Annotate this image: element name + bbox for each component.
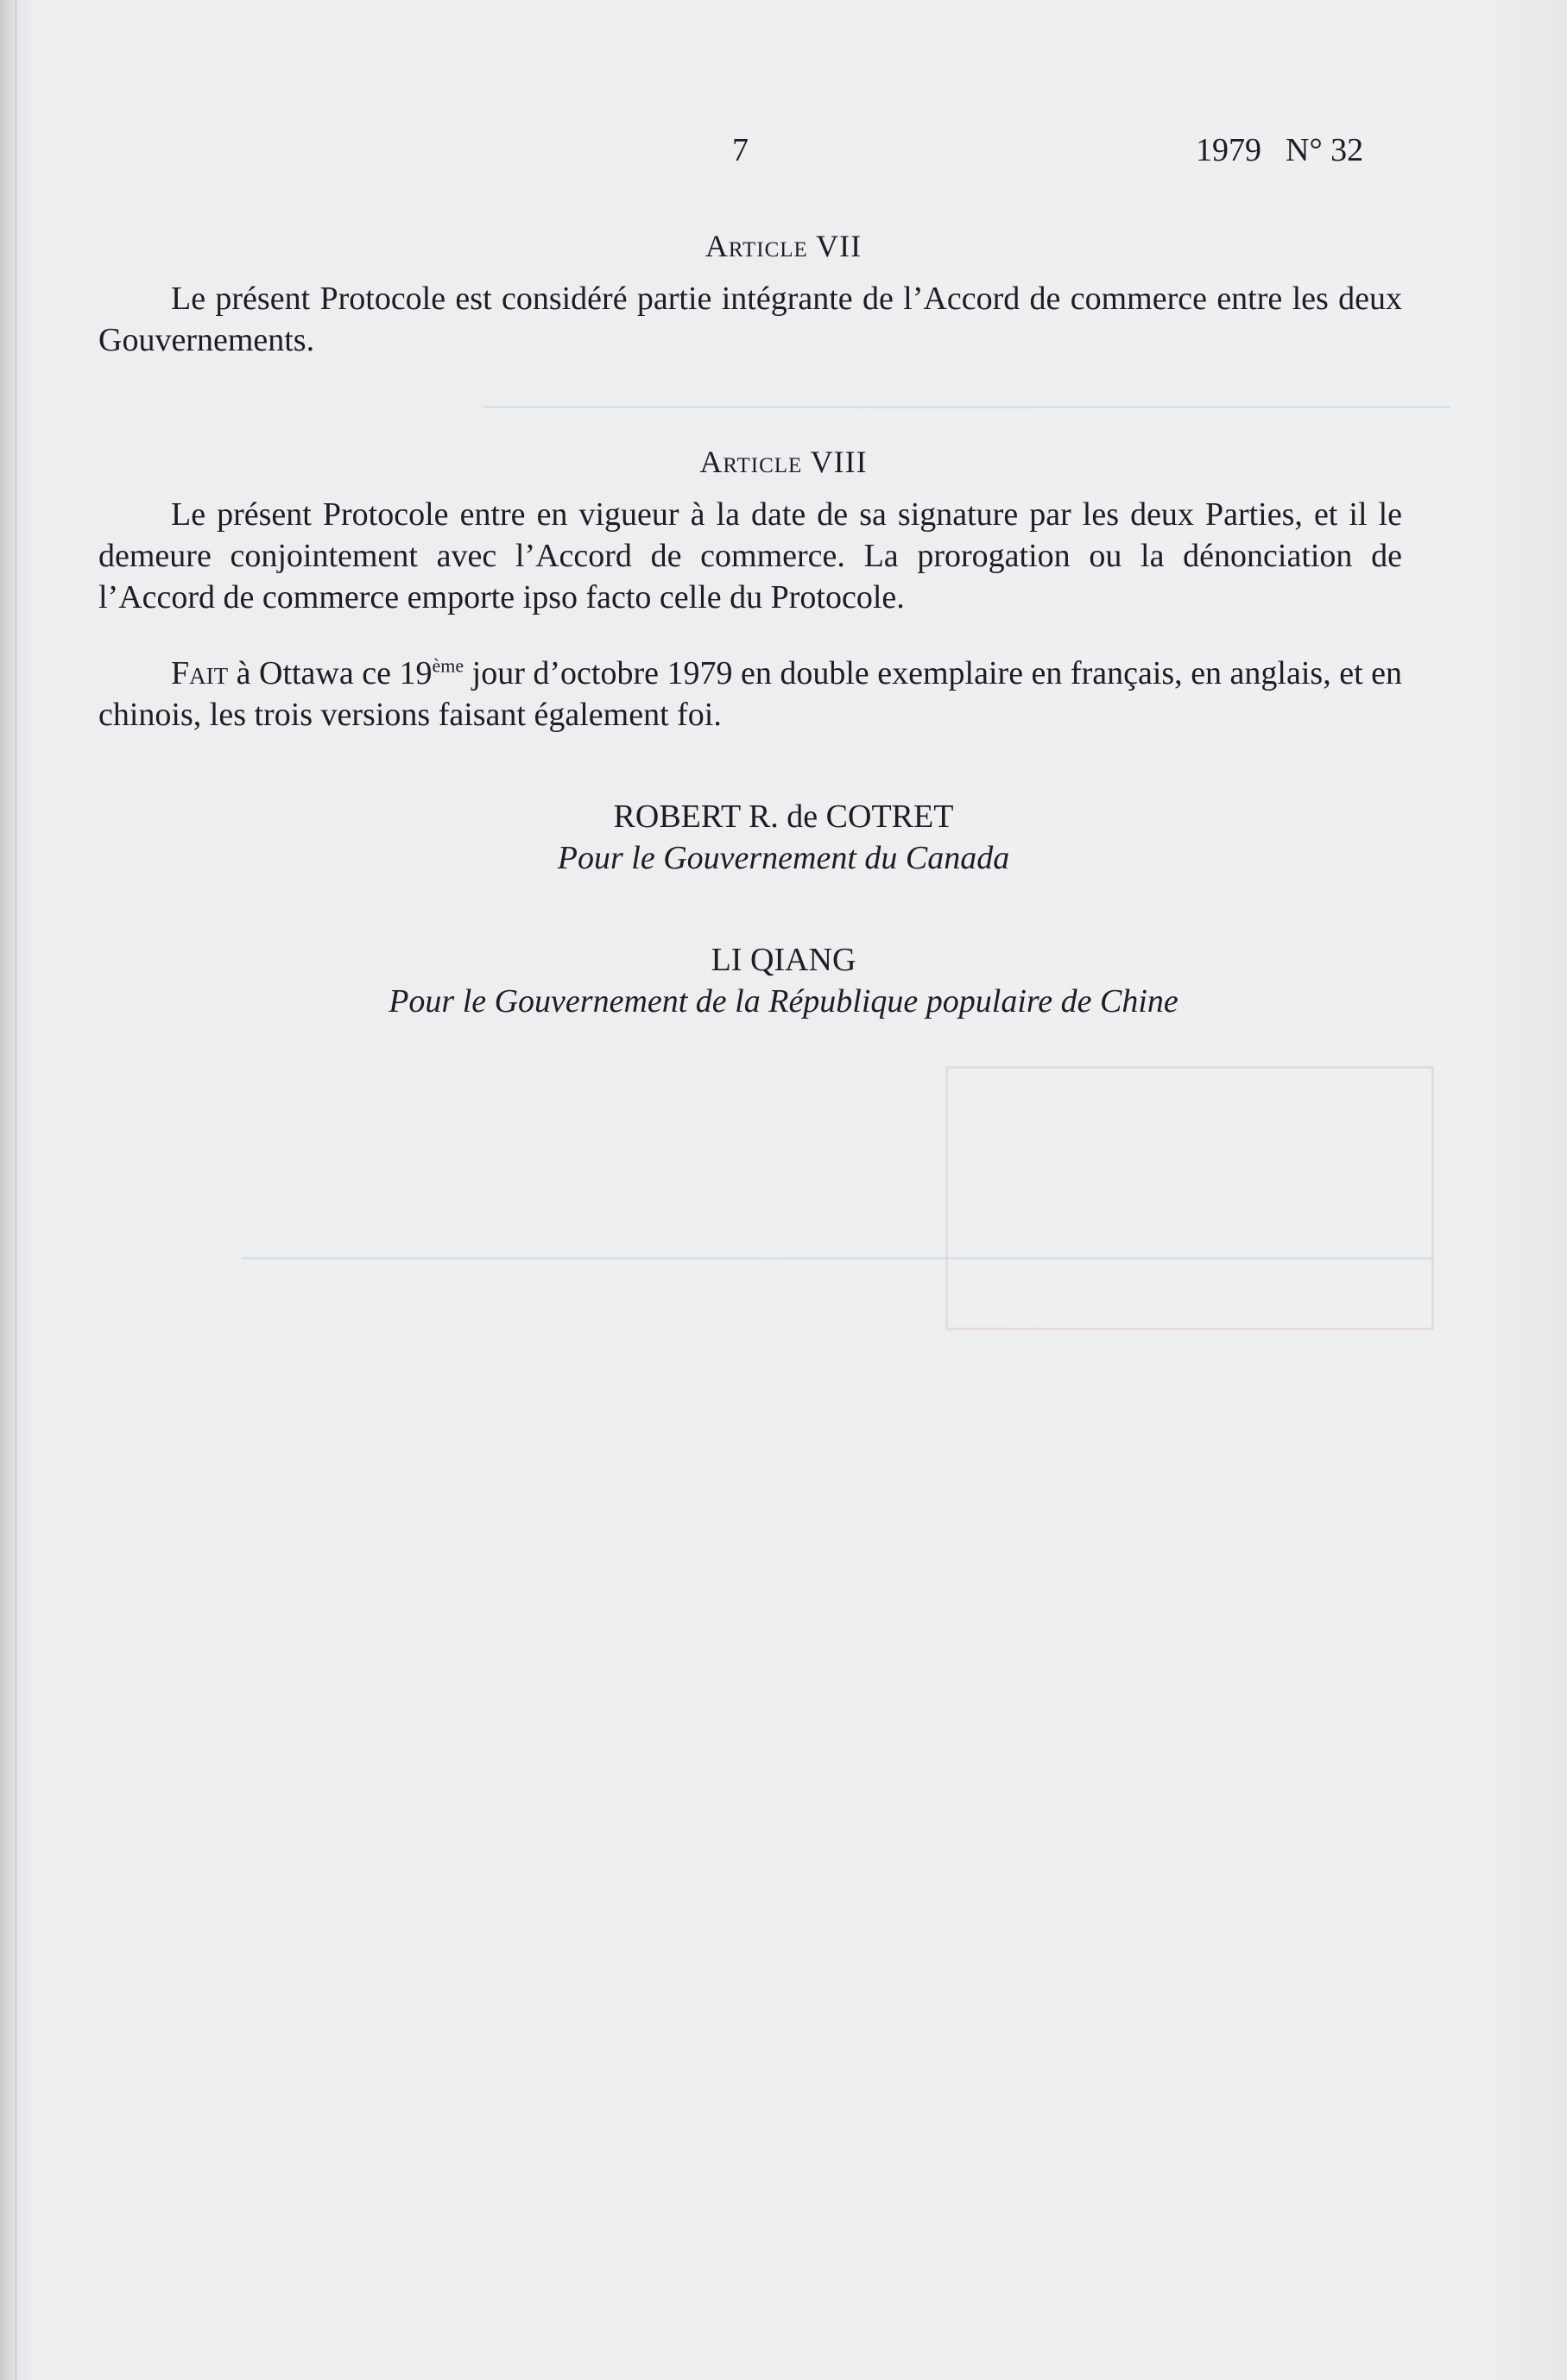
signatory-canada-role: Pour le Gouvernement du Canada xyxy=(557,840,1010,876)
signatory-canada-name: ROBERT R. de COTRET xyxy=(613,799,954,835)
execution-lead: Fait xyxy=(171,655,229,691)
article-8-body: Le présent Protocole entre en vigueur à la date de sa signature par les deux Parties, et il le demeure conjointement avec l’Accord de commerce. La prorogation ou la dénonciation de l’Accord de commerce emporte ipso facto celle du Protocole. xyxy=(98,496,1402,616)
page-number: 7 xyxy=(732,132,749,168)
article-7-text xyxy=(98,278,1402,361)
show-through-rule xyxy=(242,1257,1433,1259)
execution-text-1: à Ottawa ce 19 xyxy=(228,655,433,691)
article-8-heading: Article VIII xyxy=(699,445,868,479)
series-year: 1979 xyxy=(1196,132,1261,168)
treaty-series-reference xyxy=(1196,131,1363,169)
execution-text-2: jour d’octobre 1979 en double exemplaire en français, en anglais, et en chinois, les trois versions faisant également foi. xyxy=(98,655,1402,733)
binding-edge xyxy=(0,0,16,2380)
article-7-heading: Article VII xyxy=(705,229,862,263)
execution-ordinal: ème xyxy=(432,654,464,677)
signatory-china-role: Pour le Gouvernement de la République populaire de Chine xyxy=(389,983,1178,1020)
article-7-body: Le présent Protocole est considéré partie intégrante de l’Accord de commerce entre les deux Gouvernements. xyxy=(98,281,1402,358)
show-through-stamp xyxy=(945,1066,1434,1330)
execution-clause xyxy=(98,653,1402,735)
signatory-china-name: LI QIANG xyxy=(711,942,856,978)
series-number: N° 32 xyxy=(1286,132,1364,168)
article-8-text xyxy=(98,494,1402,618)
running-head xyxy=(0,131,1567,180)
show-through-rule xyxy=(483,406,1450,408)
